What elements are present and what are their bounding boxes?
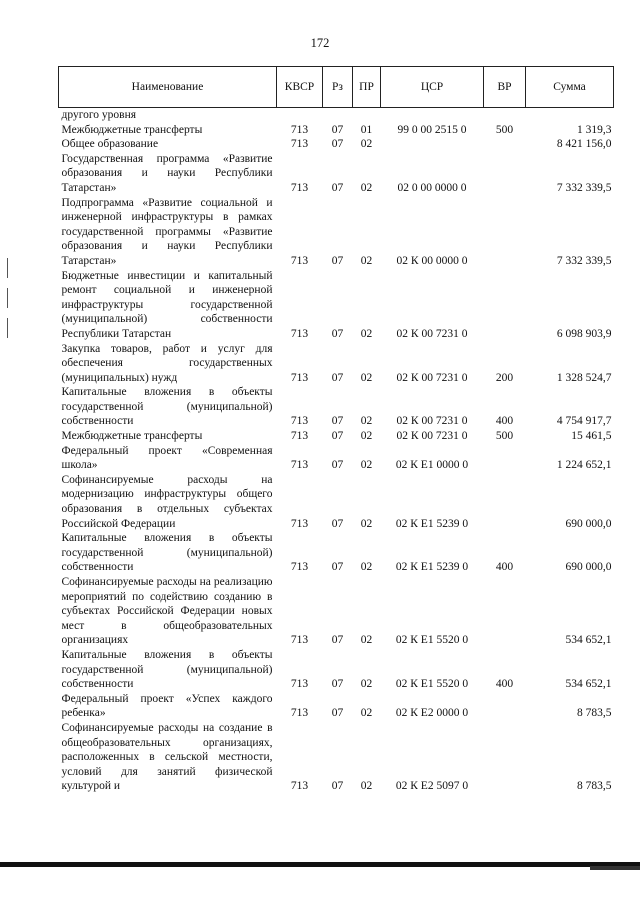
cell-kvsr: 713 — [290, 517, 309, 530]
cell-sum: 1 328 524,7 — [556, 371, 612, 384]
header-vr: ВР — [484, 67, 526, 108]
cell-name: Софинансируемые расходы на создание в общеобразовательных организациях, расположенных в сельской местности, условий для занятий физической культурой и — [61, 721, 273, 793]
cell-sum: 1 319,3 — [577, 123, 612, 136]
budget-table — [58, 66, 614, 794]
table-row — [59, 196, 614, 269]
cell-name: Общее образование — [61, 138, 159, 151]
cell-vr: 500 — [495, 123, 514, 136]
cell-sum — [526, 108, 614, 123]
cell-pr: 02 — [360, 430, 373, 443]
cell-vr — [484, 473, 526, 531]
table-row — [59, 721, 614, 794]
cell-vr — [484, 721, 526, 794]
cell-name: Капитальные вложения в объекты государственной (муниципальной) собственности — [61, 386, 273, 428]
cell-csr: 02 К 00 7231 0 — [396, 415, 468, 428]
cell-pr: 02 — [360, 780, 373, 793]
cell-pr: 02 — [360, 254, 373, 267]
cell-kvsr: 713 — [290, 678, 309, 691]
cell-csr — [381, 108, 484, 123]
cell-pr: 02 — [360, 678, 373, 691]
cell-vr — [484, 575, 526, 648]
cell-name: Софинансируемые расходы на модернизацию инфраструктуры общего образования в отдельных субъектах Российской Федерации — [61, 473, 273, 530]
cell-pr: 02 — [360, 561, 373, 574]
table-row — [59, 473, 614, 531]
header-sum: Сумма — [526, 67, 614, 108]
header-kvsr: КВСР — [277, 67, 323, 108]
cell-pr: 02 — [360, 327, 373, 340]
cell-csr: 02 К Е2 5097 0 — [395, 780, 469, 793]
cell-vr — [484, 137, 526, 152]
cell-pr: 02 — [360, 459, 373, 472]
cell-csr: 99 0 00 2515 0 — [397, 123, 467, 136]
cell-rz: 07 — [331, 254, 344, 267]
table-row — [59, 342, 614, 386]
cell-name: Подпрограмма «Развитие социальной и инженерной инфраструктуры в рамках государственной программы «Развитие образования и науки Республики Татарстан» — [61, 196, 273, 267]
table-row — [59, 648, 614, 692]
cell-kvsr: 713 — [290, 707, 309, 720]
table-header-row — [59, 67, 614, 108]
cell-name: другого уровня — [61, 109, 137, 121]
cell-vr: 400 — [495, 415, 514, 428]
cell-csr: 02 К 00 7231 0 — [396, 327, 468, 340]
cell-kvsr: 713 — [290, 181, 309, 194]
cell-csr: 02 К Е1 0000 0 — [395, 459, 469, 472]
cell-pr: 02 — [360, 707, 373, 720]
cell-kvsr: 713 — [290, 780, 309, 793]
cell-rz: 07 — [331, 707, 344, 720]
cell-pr — [353, 108, 381, 123]
cell-vr — [484, 152, 526, 196]
cell-kvsr: 713 — [290, 634, 309, 647]
cell-sum: 7 332 339,5 — [556, 254, 612, 267]
cell-kvsr: 713 — [290, 123, 309, 136]
cell-rz: 07 — [331, 415, 344, 428]
cell-csr: 02 К Е1 5520 0 — [395, 678, 469, 691]
header-name: Наименование — [59, 67, 277, 108]
cell-sum: 7 332 339,5 — [556, 181, 612, 194]
cell-csr: 02 К Е2 0000 0 — [395, 707, 469, 720]
cell-vr: 500 — [495, 430, 514, 443]
cell-vr — [484, 108, 526, 123]
cell-csr: 02 К 00 7231 0 — [396, 371, 468, 384]
table-row — [59, 692, 614, 721]
table-row — [59, 269, 614, 342]
table-row — [59, 108, 614, 123]
cell-vr — [484, 269, 526, 342]
scan-edge-bar — [0, 862, 640, 867]
cell-csr: 02 К Е1 5239 0 — [395, 517, 469, 530]
margin-mark — [7, 288, 8, 308]
cell-pr: 02 — [360, 415, 373, 428]
cell-rz: 07 — [331, 371, 344, 384]
cell-rz: 07 — [331, 459, 344, 472]
header-rz: Рз — [323, 67, 353, 108]
table-body — [59, 108, 614, 794]
cell-vr: 400 — [495, 678, 514, 691]
cell-rz: 07 — [331, 430, 344, 443]
cell-name: Закупка товаров, работ и услуг для обеспечения государственных (муниципальных) нужд — [61, 342, 273, 384]
cell-csr: 02 К Е1 5520 0 — [395, 634, 469, 647]
cell-vr — [484, 692, 526, 721]
cell-rz: 07 — [331, 181, 344, 194]
margin-mark — [7, 258, 8, 278]
cell-name: Бюджетные инвестиции и капитальный ремонт социальной и инженерной инфраструктуры государственной (муниципальной) собственности Республики Татарстан — [61, 269, 273, 340]
cell-csr: 02 К Е1 5239 0 — [395, 561, 469, 574]
cell-kvsr — [277, 108, 323, 123]
cell-csr: 02 К 00 0000 0 — [396, 254, 468, 267]
table-row — [59, 444, 614, 473]
cell-rz: 07 — [331, 561, 344, 574]
cell-name: Софинансируемые расходы на реализацию мероприятий по содействию созданию в субъектах Российской Федерации новых мест в общеобразовательных организациях — [61, 576, 273, 647]
cell-pr: 02 — [360, 517, 373, 530]
cell-vr — [484, 196, 526, 269]
cell-sum: 15 461,5 — [571, 430, 612, 443]
table-row — [59, 385, 614, 429]
cell-pr: 02 — [360, 371, 373, 384]
cell-sum: 1 224 652,1 — [556, 459, 612, 472]
cell-kvsr: 713 — [290, 415, 309, 428]
cell-sum: 534 652,1 — [565, 678, 612, 691]
cell-name: Межбюджетные трансферты — [61, 123, 203, 136]
cell-sum: 8 783,5 — [577, 707, 612, 720]
cell-name: Межбюджетные трансферты — [61, 430, 203, 443]
cell-rz: 07 — [331, 634, 344, 647]
cell-rz: 07 — [331, 138, 344, 151]
cell-kvsr: 713 — [290, 371, 309, 384]
cell-sum: 690 000,0 — [565, 561, 612, 574]
cell-pr: 02 — [360, 634, 373, 647]
page-number: 172 — [310, 36, 330, 50]
cell-vr — [484, 444, 526, 473]
table-row — [59, 575, 614, 648]
cell-rz: 07 — [331, 517, 344, 530]
cell-csr: 02 К 00 7231 0 — [396, 430, 468, 443]
table-row — [59, 152, 614, 196]
cell-sum: 8 783,5 — [577, 780, 612, 793]
table-row — [59, 429, 614, 444]
cell-kvsr: 713 — [290, 327, 309, 340]
cell-kvsr: 713 — [290, 254, 309, 267]
cell-csr — [381, 137, 484, 152]
header-pr: ПР — [353, 67, 381, 108]
cell-vr: 200 — [495, 371, 514, 384]
cell-rz: 07 — [331, 327, 344, 340]
cell-name: Капитальные вложения в объекты государственной (муниципальной) собственности — [61, 648, 273, 691]
cell-kvsr: 713 — [290, 459, 309, 472]
cell-name: Государственная программа «Развитие образования и науки Республики Татарстан» — [61, 152, 273, 194]
cell-kvsr: 713 — [290, 430, 309, 443]
table-row — [59, 531, 614, 575]
cell-vr: 400 — [495, 561, 514, 574]
cell-pr: 01 — [360, 123, 373, 136]
cell-pr: 02 — [360, 181, 373, 194]
table-row — [59, 123, 614, 138]
cell-rz — [323, 108, 353, 123]
cell-sum: 690 000,0 — [565, 517, 612, 530]
cell-name: Федеральный проект «Успех каждого ребенка» — [61, 692, 273, 720]
cell-sum: 534 652,1 — [565, 634, 612, 647]
cell-pr: 02 — [360, 138, 373, 151]
cell-csr: 02 0 00 0000 0 — [397, 181, 467, 194]
cell-name: Федеральный проект «Современная школа» — [61, 444, 273, 472]
header-csr: ЦСР — [381, 67, 484, 108]
cell-name: Капитальные вложения в объекты государственной (муниципальной) собственности — [61, 532, 273, 574]
cell-rz: 07 — [331, 123, 344, 136]
cell-kvsr: 713 — [290, 561, 309, 574]
cell-sum: 8 421 156,0 — [556, 138, 612, 151]
scan-edge-bar — [590, 866, 640, 870]
table-row — [59, 137, 614, 152]
cell-rz: 07 — [331, 780, 344, 793]
cell-rz: 07 — [331, 678, 344, 691]
cell-sum: 4 754 917,7 — [556, 415, 612, 428]
cell-sum: 6 098 903,9 — [556, 327, 612, 340]
cell-kvsr: 713 — [290, 138, 309, 151]
margin-mark — [7, 318, 8, 338]
